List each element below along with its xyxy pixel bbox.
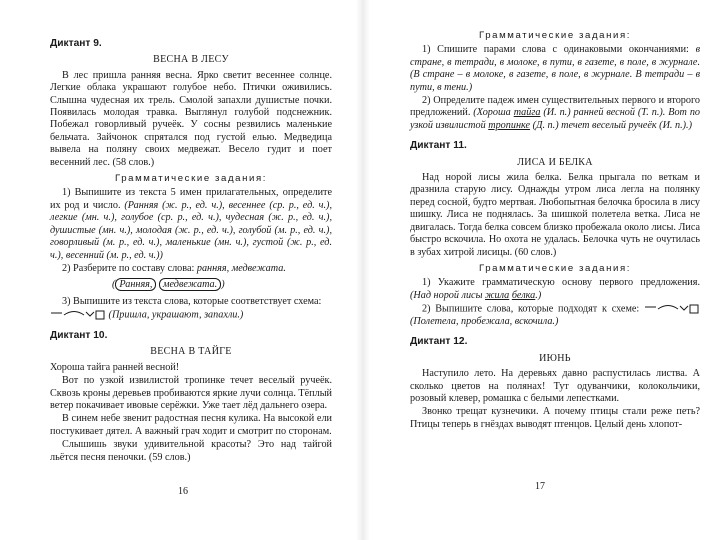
task-11-1-answer-a: (Над норой лисы [410, 289, 483, 301]
dictation-10-paragraph-1: Вот по узкой извилистой тропинке течет веселый ручеёк. Сквозь кроны деревьев пробиваются яркие лучи солнца. Тёплый ветер покачивает ивовые серёжки. Уже тает лёд дальнего озера. [50, 375, 332, 411]
task-9-3-answer-line [50, 309, 332, 322]
task-10-2-answer-b: тайга [513, 107, 541, 119]
task-9-1-text: 1) Выпишите из текста 5 имен прилагательных, определите их род и число. [50, 187, 332, 211]
left-column [50, 30, 332, 465]
task-9-3 [50, 296, 332, 308]
task-10-2-answer-c: (И. п.) ранней весной (Т. п.). Вот по узкой извилистой [410, 107, 701, 131]
task-9-1-answer: (Ранняя (ж. р., ед. ч.), весеннее (ср. р., ед. ч.), легкие (мн. ч.), голубое (ср. р., ед. ч.), чудесная (ж. р., ед. ч.), душистые (мн. ч.), молодая (ж. р., ед. ч.), голубой (м. р., ед. ч.), говорливый (м. р., ед. ч.), маленькие (мн. ч.), густой (ж. р., ед. ч.), весенний (м. р., ед. ч.)) [50, 199, 332, 261]
dictation-10-paragraph-3: Слышишь звуки удивительной красоты? Это над тайгой льётся песня пеночки. (59 слов.) [50, 439, 332, 463]
grammar-tasks-10-heading: Грамматические задания: [478, 30, 632, 41]
task-11-1-answer-d: .) [535, 289, 542, 301]
task-11-1-answer-b: жила [485, 289, 510, 301]
task-11-1 [410, 277, 700, 302]
grammar-tasks-9-heading: Грамматические задания: [114, 173, 268, 185]
right-column [410, 30, 700, 432]
task-10-2-text: 2) Определите падеж имен существительных первого и второго предложений. [410, 95, 700, 119]
task-11-1-text: 1) Укажите грамматическую основу первого предложения. [422, 277, 700, 289]
dictation-10-title: ВЕСНА В ТАЙГЕ [150, 346, 232, 358]
task-10-2-answer-a: (Хороша [473, 107, 511, 119]
task-9-3-answer: (Пришла, украшают, запахли.) [108, 309, 244, 321]
task-11-1-answer-c: белка [511, 289, 536, 301]
morpheme-word-1: Ранняя, [115, 278, 156, 291]
page-number-right: 17 [535, 481, 545, 492]
task-11-2 [410, 303, 700, 328]
word-schema-icon [50, 309, 106, 321]
page-number-left: 16 [178, 486, 188, 497]
dictation-10-heading: Диктант 10. [50, 329, 108, 341]
dictation-12-paragraph-2: Звонко трещат кузнечики. А почему птицы стали реже петь? Птицы теперь в гнёздах выводят птенцов. Целый день хлопот- [410, 406, 700, 430]
task-10-1-items: в стране, в тетради, в молоке, в пути, в газете, в поле, в журнале. [410, 44, 700, 68]
task-11-2-text: 2) Выпишите слова, которые подходят к схеме: [422, 303, 640, 315]
task-9-2 [50, 263, 332, 275]
morpheme-word-2: медвежата. [159, 278, 221, 291]
dictation-12-heading: Диктант 12. [410, 336, 468, 348]
task-11-2-answer: (Полетела, пробежала, вскочила.) [410, 315, 559, 327]
task-10-1-answer: (В стране – в молоке, в газете, в поле, в журнале. В тетради – в пути, в тени.) [410, 69, 700, 93]
task-10-1 [410, 44, 700, 94]
dictation-11-heading: Диктант 11. [410, 140, 467, 152]
task-10-2-answer-d: тропинке [488, 119, 531, 131]
task-9-3-text: 3) Выпишите из текста слова, которые соответствует схема: [62, 295, 322, 307]
task-10-2 [410, 95, 700, 132]
right-page [363, 0, 726, 540]
task-9-2-text: 2) Разберите по составу слова: [62, 262, 195, 274]
dictation-9-heading: Диктант 9. [50, 38, 102, 49]
grammar-tasks-11-heading: Грамматические задания: [478, 262, 632, 274]
dictation-9-title: ВЕСНА В ЛЕСУ [153, 54, 229, 66]
task-9-1 [50, 187, 332, 261]
dictation-9-text: В лес пришла ранняя весна. Ярко светит весеннее солнце. Легкие облака украшают голубое небо. Птички оживились. Слышна чудесная их трель. Смолой запахли душистые почки. Появилась молодая травка. Выглянул голубой подснежник. Побежал говорливый ручеёк. У сосны резвились маленькие бельчата. Зайчонок спрятался под густой елью. Медведица вывела на поляну своих медвежат. Весело гудит и поет весенний лес. (58 слов.) [50, 69, 332, 168]
dictation-10-line1: Хороша тайга ранней весной! [50, 361, 180, 373]
task-10-2-answer-e: (Д. п.) течет веселый ручеёк (И. п.).) [532, 119, 692, 131]
task-9-2-words: ранняя, медвежата. [196, 262, 286, 274]
word-schema-icon-2 [644, 303, 700, 315]
task-10-1-text: 1) Спишите парами слова с одинаковыми окончаниями: [422, 44, 689, 56]
task-9-2-morphemes: ( Ранняя, медвежата. ) [112, 279, 225, 291]
dictation-11-text: Над норой лисы жила белка. Белка прыгала по веткам и дразнила старую лису. Однажды утром лиса легла на полянку перед сосной, будто мертвая. Любопытная белочка бросила в лису шишку. Лиса не поднялась. За шишкой полетела ветка. Лиса не двигалась. Тогда белка совсем близко пробежала около лисы. Лиса быстро вскочила. Но охота не удалась. Белочка чуть не очутилась в зубах хитрой лисицы. (60 слов.) [410, 172, 700, 258]
dictation-11-title: ЛИСА И БЕЛКА [517, 156, 593, 168]
dictation-12-title: ИЮНЬ [539, 352, 571, 364]
dictation-10-paragraph-2: В синем небе звенит радостная песня кулика. На высокой ели постукивает дятел. А важный грач ходит и смотрит по сторонам. [50, 413, 332, 437]
dictation-12-paragraph-1: Наступило лето. На деревьях давно распустилась листва. А сколько цветов на полянах! Тут одуванчики, колокольчики, розовый клевер, ромашка с белыми лепестками. [410, 368, 700, 404]
